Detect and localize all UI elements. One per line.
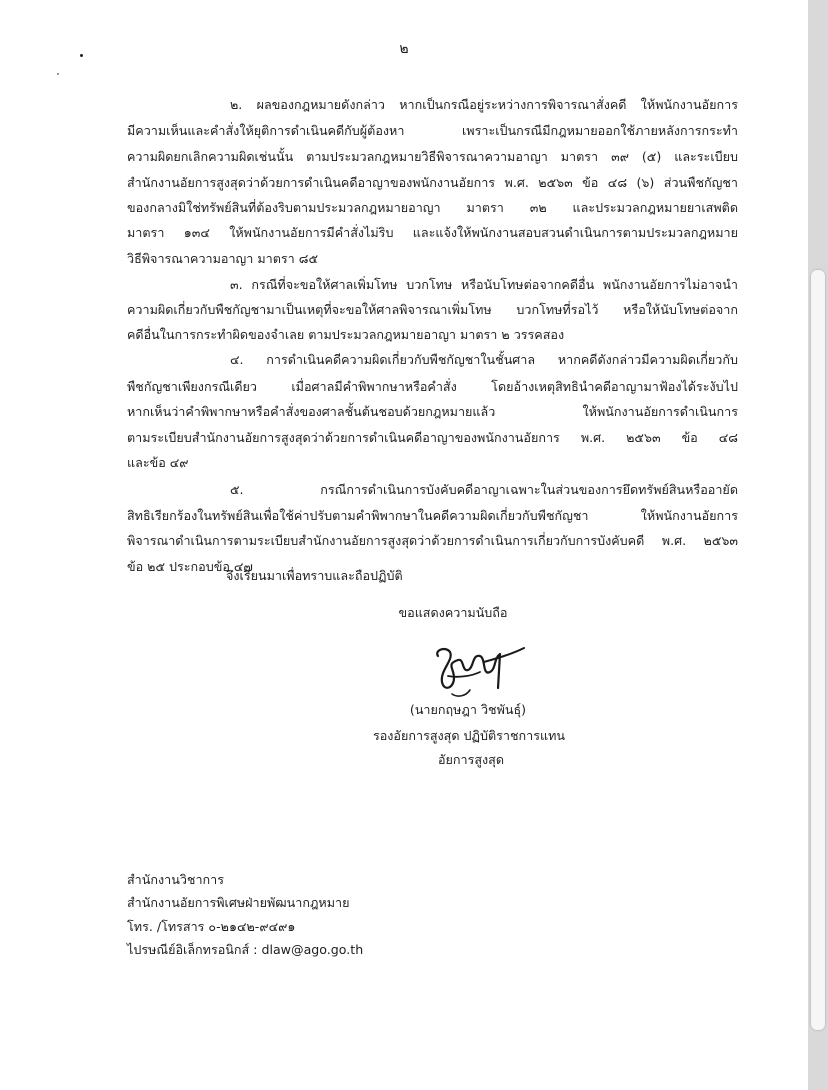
signatory-office: อัยการสูงสุด [437, 752, 505, 767]
paragraph-2-line: มาตรา ๑๓๔ ให้พนักงานอัยการมีคำสั่งไม่ริบ และแจ้งให้พนักงานสอบสวนดำเนินการตามประมวลกฎหมาย [127, 225, 738, 240]
contact-office-line-2: สำนักงานอัยการพิเศษฝ่ายพัฒนากฎหมาย [127, 895, 350, 910]
paragraph-5-line: ๕. กรณีการดำเนินการบังคับคดีอาญาเฉพาะในส่วนของการยึดทรัพย์สินหรืออายัด [230, 482, 738, 497]
scrollbar-track[interactable] [808, 0, 828, 1090]
paragraph-3-line: ๓. กรณีที่จะขอให้ศาลเพิ่มโทษ บวกโทษ หรือนับโทษต่อจากคดีอื่น พนักงานอัยการไม่อาจนำ [230, 277, 738, 292]
signature-image [428, 642, 528, 700]
signatory-name: (นายกฤษฎา วิชพันธุ์) [409, 702, 527, 717]
paragraph-5-line: สิทธิเรียกร้องในทรัพย์สินเพื่อใช้ค่าปรับตามคำพิพากษาในคดีความผิดเกี่ยวกับพืชกัญชา ให้พนักงานอัยการ [127, 508, 738, 523]
paragraph-2-line: ของกลางมิใช่ทรัพย์สินที่ต้องริบตามประมวลกฎหมายอาญา มาตรา ๓๒ และประมวลกฎหมายยาเสพติด [127, 200, 738, 215]
paragraph-4-line: หากเห็นว่าคำพิพากษาหรือคำสั่งของศาลชั้นต้นชอบด้วยกฎหมายแล้ว ให้พนักงานอัยการดำเนินการ [127, 404, 738, 419]
paragraph-2-line: มีความเห็นและคำสั่งให้ยุติการดำเนินคดีกับผู้ต้องหา เพราะเป็นกรณีมีกฎหมายออกใช้ภายหลังการกระทำ [127, 123, 738, 138]
paragraph-3-line: ความผิดเกี่ยวกับพืชกัญชามาเป็นเหตุที่จะขอให้ศาลพิจารณาเพิ่มโทษ บวกโทษที่รอไว้ หรือให้นับโทษต่อจาก [127, 302, 738, 317]
scan-speck [57, 73, 59, 75]
signatory-position: รองอัยการสูงสุด ปฏิบัติราชการแทน [372, 728, 566, 743]
paragraph-5-line: ข้อ ๒๕ ประกอบข้อ ๔๗ [127, 559, 253, 574]
regards-line: ขอแสดงความนับถือ [398, 605, 508, 620]
closing-line: จึงเรียนมาเพื่อทราบและถือปฏิบัติ [226, 568, 403, 583]
paragraph-4-line: พืชกัญชาเพียงกรณีเดียว เมื่อศาลมีคำพิพากษาหรือคำสั่ง โดยอ้างเหตุสิทธินำคดีอาญามาฟ้องได้ระงับไป [127, 379, 738, 394]
paragraph-5-line: พิจารณาดำเนินการตามระเบียบสำนักงานอัยการสูงสุดว่าด้วยการดำเนินการเกี่ยวกับการบังคับคดี พ.ศ. ๒๕๖๓ [127, 533, 738, 548]
contact-office-line-1: สำนักงานวิชาการ [127, 872, 224, 887]
paragraph-4-line: ๔. การดำเนินคดีความผิดเกี่ยวกับพืชกัญชาในชั้นศาล หากคดีดังกล่าวมีความผิดเกี่ยวกับ [230, 352, 738, 367]
paragraph-4-line: และข้อ ๔๙ [127, 455, 189, 470]
page-number: ๒ [399, 41, 409, 57]
paragraph-3-line: คดีอื่นในการกระทำผิดของจำเลย ตามประมวลกฎหมายอาญา มาตรา ๒ วรรคสอง [127, 327, 565, 342]
contact-email: ไปรษณีย์อิเล็กทรอนิกส์ : dlaw@ago.go.th [127, 942, 364, 957]
scrollbar-thumb[interactable] [811, 270, 825, 1030]
paragraph-2-line: วิธีพิจารณาความอาญา มาตรา ๘๕ [127, 251, 318, 266]
paragraph-2-line: ความผิดยกเลิกความผิดเช่นนั้น ตามประมวลกฎหมายวิธีพิจารณาความอาญา มาตรา ๓๙ (๕) และระเบียบ [127, 149, 738, 164]
paragraph-2-line: สำนักงานอัยการสูงสุดว่าด้วยการดำเนินคดีอาญาของพนักงานอัยการ พ.ศ. ๒๕๖๓ ข้อ ๔๘ (๖) ส่วนพืชกัญชา [127, 175, 738, 190]
paragraph-4-line: ตามระเบียบสำนักงานอัยการสูงสุดว่าด้วยการดำเนินคดีอาญาของพนักงานอัยการ พ.ศ. ๒๕๖๓ ข้อ ๔๘ [127, 430, 738, 445]
paragraph-2-line: ๒. ผลของกฎหมายดังกล่าว หากเป็นกรณีอยู่ระหว่างการพิจารณาสั่งคดี ให้พนักงานอัยการ [230, 97, 738, 112]
contact-phone: โทร. /โทรสาร ๐-๒๑๔๒-๙๔๙๑ [127, 919, 296, 934]
